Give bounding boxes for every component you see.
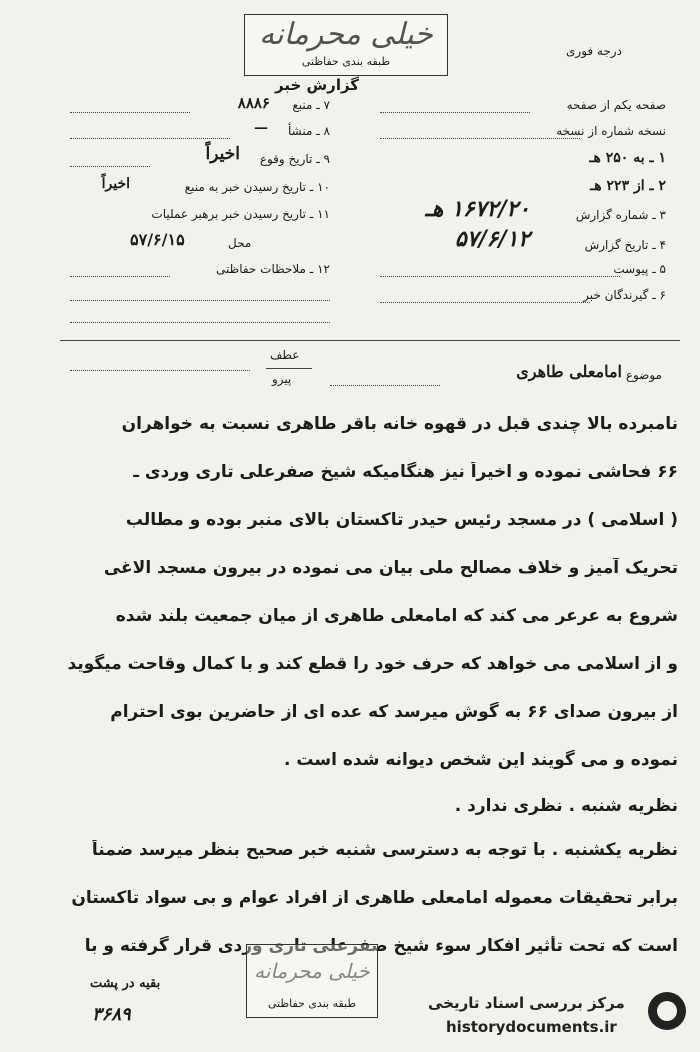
stamp-handwritten-text: خیلی محرمانه: [254, 959, 370, 983]
field-received-source-value: اخیراً: [101, 176, 130, 192]
reference-atf: عطف: [270, 348, 300, 362]
classification-stamp-bottom: [246, 944, 378, 1018]
analysis-sunday-line: نظریه یکشنبه . با توجه به دسترسی شنبه خبر صحیح بنظر میرسد ضمناً: [91, 840, 678, 860]
field-report-date-value: ۵۷/۶/۱۲: [454, 226, 530, 252]
field-copy: نسخه شماره از نسخه: [556, 124, 666, 138]
body-line: ( اسلامی ) در مسجد رئیس حیدر تاکستان بالای منبر بوده و مطالب: [125, 510, 678, 530]
watermark-url: historydocuments.ir: [446, 1018, 617, 1036]
report-type: گزارش خبر: [275, 76, 360, 94]
urgency-label: درجه فوری: [566, 44, 622, 58]
reference-peyro: پیرو: [272, 372, 292, 386]
body-line: و از اسلامی می خواهد که حرف خود را قطع کند و با کمال وقاحت میگوید: [67, 654, 678, 674]
field-attachment: ۵ ـ پیوست: [613, 262, 666, 276]
analysis-saturday: نظریه شنبه . نظری ندارد .: [454, 796, 678, 816]
body-line: شروع به عرعر می کند که امامعلی طاهری از میان جمعیت بلند شده: [115, 606, 678, 626]
analysis-sunday-line: است که تحت تأثیر افکار سوء شیخ صفرعلی تاری وردی قرار گرفته و با: [84, 936, 678, 956]
analysis-sunday-line: برابر تحقیقات معموله امامعلی طاهری از افراد عوام و بی سواد تاکستان: [71, 888, 678, 908]
field-received-ops-value: ۵۷/۶/۱۵: [130, 230, 185, 249]
field-recipients: ۶ ـ گیرندگان خبر: [583, 288, 666, 302]
field-origin-value: —: [254, 120, 268, 136]
field-origin-label: ۸ ـ منشأ: [287, 124, 330, 138]
field-received-ops-label: ۱۱ ـ تاریخ رسیدن خبر برهبر عملیات: [151, 207, 330, 221]
field-received-source-label: ۱۰ ـ تاریخ رسیدن خبر به منبع: [184, 180, 330, 194]
field-to: ۱ ـ به ۲۵۰ هـ: [589, 150, 666, 166]
continued-on-back: بقیه در پشت: [90, 976, 161, 991]
classification-stamp-top: [244, 14, 448, 76]
stamp-classification-text: طبقه بندی حفاظتی: [267, 997, 357, 1010]
page-number: ۳۶۸۹: [92, 1004, 131, 1025]
field-report-number-value: ۱۶۷۲/۲۰ هـ: [425, 196, 530, 222]
body-line: از بیرون صدای ۶۶ به گوش میرسد که عده ای از حاضرین بوی احترام: [110, 702, 678, 722]
field-event-date-value: اخیراً: [205, 144, 240, 164]
field-report-date-label: ۴ ـ تاریخ گزارش: [584, 238, 666, 252]
field-from: ۲ ـ از ۲۲۳ هـ: [590, 178, 666, 194]
subject-label: موضوع: [625, 368, 662, 382]
body-line: نموده و می گویند این شخص دیوانه شده است .: [284, 750, 678, 770]
field-source-value: ۸۸۸۶: [237, 94, 270, 112]
field-received-ops-prefix: محل: [228, 236, 252, 250]
field-report-number-label: ۳ ـ شماره گزارش: [575, 208, 666, 222]
watermark-title: مرکز بررسی اسناد تاریخی: [428, 994, 625, 1012]
field-security-notes: ۱۲ ـ ملاحظات حفاظتی: [216, 262, 330, 276]
field-event-date-label: ۹ ـ تاریخ وقوع: [259, 152, 330, 166]
body-line: تحریک آمیز و خلاف مصالح ملی بیان می نموده در بیرون مسجد الاغی: [103, 558, 678, 578]
archive-logo-icon: [648, 992, 686, 1030]
body-line: ۶۶ فحاشی نموده و اخیراً نیز هنگامیکه شیخ صفرعلی تاری وردی ـ: [133, 462, 678, 482]
field-source-label: ۷ ـ منبع: [292, 98, 330, 112]
body-line: نامبرده بالا چندی قبل در قهوه خانه باقر طاهری نسبت به خواهران: [121, 414, 678, 434]
subject-value: امامعلی طاهری: [516, 362, 622, 381]
stamp-classification-text: طبقه بندی حفاظتی: [301, 55, 391, 68]
stamp-handwritten-text: خیلی محرمانه: [259, 17, 433, 52]
field-page: صفحه یکم از صفحه: [566, 98, 666, 112]
